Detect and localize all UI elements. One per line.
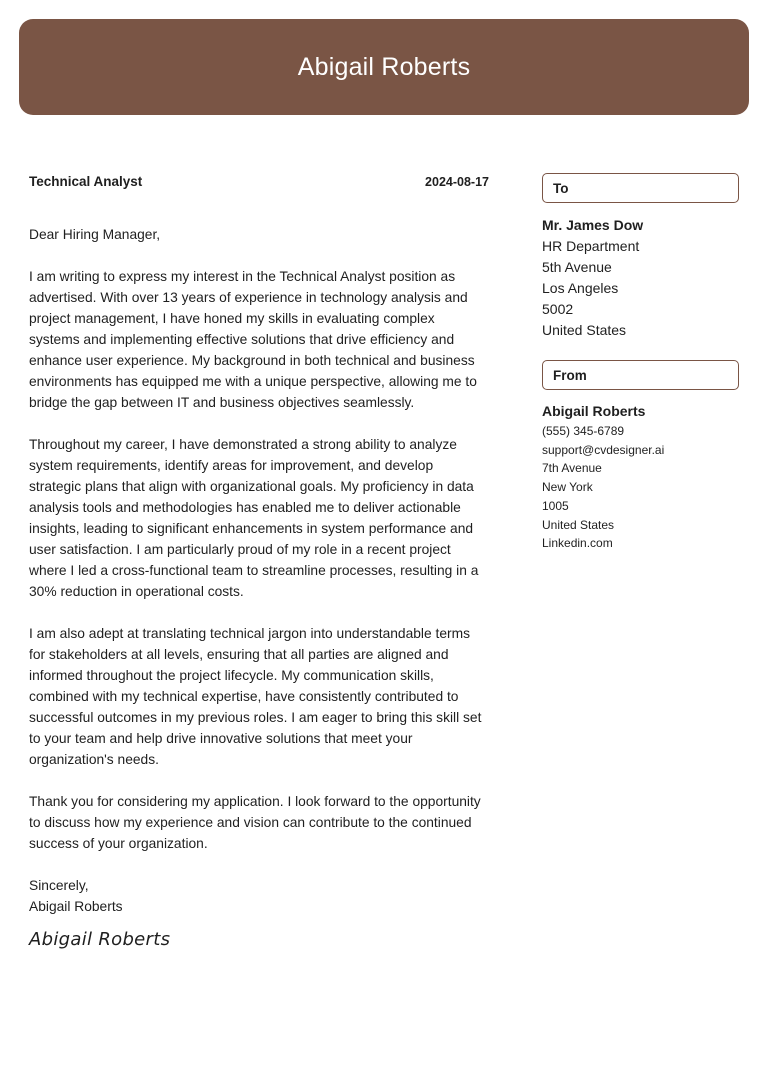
sender-phone: (555) 345-6789: [542, 424, 625, 438]
sender-name: Abigail Roberts: [542, 403, 646, 419]
sender-city: New York: [542, 480, 593, 495]
sender-postcode: 1005: [542, 498, 569, 513]
applicant-name: Abigail Roberts: [297, 52, 471, 81]
job-title: Technical Analyst: [29, 174, 143, 189]
header-banner: [19, 19, 749, 115]
sender-country: United States: [542, 517, 615, 532]
paragraph-2: Throughout my career, I have demonstrated a strong ability to analyze system requirements, identify areas for improvement, and develop strategic plans that align with organizational goals. My proficiency in data analysis tools and methodologies has enabled me to deliver actionable insights, leading to significant enhancements in system performance and user satisfaction. I am particularly proud of my role in a recent project where I led a cross-functional team to streamline processes, resulting in a 30% reduction in operational costs.: [29, 437, 479, 599]
closing-name: Abigail Roberts: [29, 899, 123, 914]
sender-street: 7th Avenue: [542, 461, 602, 476]
letter-date: 2024-08-17: [425, 175, 489, 189]
paragraph-1: I am writing to express my interest in the Technical Analyst position as advertised. With over 13 years of experience in technology analysis and project management, I have honed my skills in evaluating complex systems and implementing effective solutions that drive efficiency and enhance user experience. My background in both technical and business environments has equipped me with a unique perspective, allowing me to bridge the gap between IT and business objectives seamlessly.: [29, 269, 477, 410]
closing-block: [29, 875, 489, 917]
letter-meta: [29, 174, 489, 192]
to-label: To: [553, 180, 569, 196]
to-box: [542, 173, 739, 203]
signature: Abigail Roberts: [29, 929, 171, 950]
salutation: Dear Hiring Manager,: [29, 227, 161, 242]
sender-email: support@cvdesigner.ai: [542, 442, 665, 457]
from-box: [542, 360, 739, 390]
recipient-country: United States: [542, 322, 627, 338]
paragraph-3: I am also adept at translating technical jargon into understandable terms for stakeholders at all levels, ensuring that all parties are aligned and informed throughout the project lifecycle. My communication skills, combined with my technical expertise, have consistently contributed to successful outcomes in my previous roles. I am eager to bring this skill set to your team and help drive innovative solutions that meet your organization's needs.: [29, 626, 482, 767]
paragraph-4: Thank you for considering my application. I look forward to the opportunity to discuss how my experience and vision can contribute to the continued success of your organization.: [29, 794, 481, 851]
from-label: From: [553, 367, 587, 383]
closing-phrase: Sincerely,: [29, 878, 89, 893]
recipient-department: HR Department: [542, 238, 640, 254]
recipient-city: Los Angeles: [542, 280, 619, 296]
sender-website: Linkedin.com: [542, 536, 613, 551]
recipient-street: 5th Avenue: [542, 259, 612, 275]
letter-body: [29, 174, 489, 950]
recipient-postcode: 5002: [542, 301, 574, 317]
address-sidebar: [542, 173, 739, 553]
recipient-name: Mr. James Dow: [542, 217, 644, 233]
